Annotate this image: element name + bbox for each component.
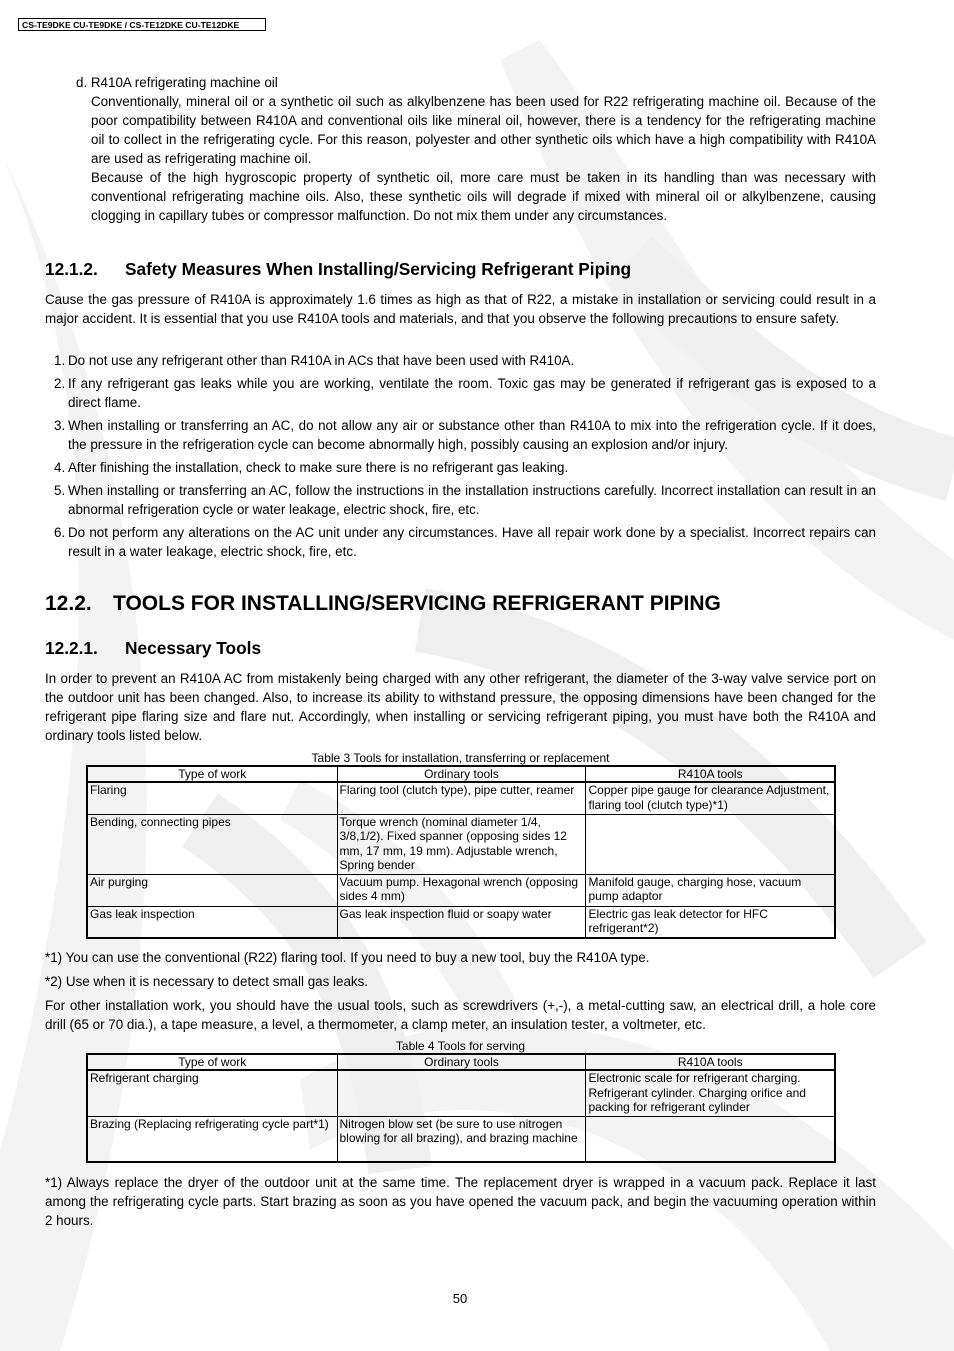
table-cell: Bending, connecting pipes [87, 814, 337, 874]
list-item-text: Do not use any refrigerant other than R410A in ACs that have been used with R410A. [68, 353, 575, 368]
column-header-r410a-tools: R410A tools [586, 766, 835, 782]
oil-section [76, 73, 876, 225]
list-item-number: 4. [54, 460, 66, 475]
document-header-model-label: CS-TE9DKE CU-TE9DKE / CS-TE12DKE CU-TE12DKE [18, 18, 266, 31]
necessary-tools-title: Necessary Tools [125, 638, 262, 658]
table-row [87, 906, 835, 938]
table-cell: Copper pipe gauge for clearance Adjustment, flaring tool (clutch type)*1) [586, 782, 835, 814]
necessary-tools-intro: In order to prevent an R410A AC from mistakenly being charged with any other refrigerant, the diameter of the 3-way valve service port on the outdoor unit has been changed. Also, to increase its ability to withstand pressure, the opposing dimensions have been changed for the refrigerant pipe flaring size and flare nut. Accordingly, when installing or servicing refrigerant piping, you must have both the R410A and ordinary tools listed below. [45, 671, 876, 743]
list-item [45, 481, 876, 519]
column-header-type-of-work: Type of work [87, 1054, 337, 1070]
page-number: 50 [452, 1291, 468, 1306]
table-cell: Brazing (Replacing refrigerating cycle part*1) [87, 1116, 337, 1162]
list-item [45, 458, 876, 477]
table-cell: Flaring tool (clutch type), pipe cutter, reamer [337, 782, 586, 814]
safety-heading-number: 12.1.2. [45, 259, 98, 279]
safety-precautions-list [45, 351, 876, 565]
table-header-row [87, 1054, 835, 1070]
column-header-r410a-tools: R410A tools [586, 1054, 835, 1070]
table-3-footnote-1: *1) You can use the conventional (R22) flaring tool. If you need to buy a new tool, buy the R410A type. [45, 950, 650, 965]
safety-heading-title: Safety Measures When Installing/Servicing Refrigerant Piping [125, 259, 632, 279]
safety-intro: Cause the gas pressure of R410A is approximately 1.6 times as high as that of R22, a mistake in installation or servicing could result in a major accident. It is essential that you use R410A tools and materials, and that you observe the following precautions to ensure safety. [45, 292, 876, 326]
table-cell: Vacuum pump. Hexagonal wrench (opposing sides 4 mm) [337, 874, 586, 906]
table-cell: Electronic scale for refrigerant charging. Refrigerant cylinder. Charging orifice and packing for refrigerant cylinder [586, 1070, 835, 1116]
table-cell: Air purging [87, 874, 337, 906]
list-item-text: Do not perform any alterations on the AC unit under any circumstances. Have all repair work done by a specialist. Incorrect repairs can result in a water leakage, electric shock, fire, etc. [68, 525, 876, 559]
table-cell: Electric gas leak detector for HFC refrigerant*2) [586, 906, 835, 938]
tools-section-number: 12.2. [45, 592, 92, 615]
list-item-text: When installing or transferring an AC, follow the instructions in the installation instructions carefully. Incorrect installation can result in an abnormal refrigeration cycle or water leakage, electric shock, fire, etc. [68, 483, 876, 517]
other-tools-paragraph: For other installation work, you should have the usual tools, such as screwdrivers (+,-), a metal-cutting saw, an electrical drill, a hole core drill (65 or 70 dia.), a tape measure, a level, a thermometer, a clamp meter, an insulation tester, a voltmeter, etc. [45, 998, 876, 1032]
table-row [87, 814, 835, 874]
table-cell: Torque wrench (nominal diameter 1/4, 3/8,1/2). Fixed spanner (opposing sides 12 mm, 17 mm, 19 mm). Adjustable wrench, Spring bender [337, 814, 586, 874]
table-4-caption: Table 4 Tools for serving [395, 1039, 526, 1053]
safety-heading [45, 259, 631, 280]
necessary-tools-number: 12.2.1. [45, 638, 98, 658]
table-row [87, 1116, 835, 1162]
table-row [87, 782, 835, 814]
list-item [45, 416, 876, 454]
list-item-number: 5. [54, 483, 66, 498]
list-item [45, 374, 876, 412]
table-cell: Manifold gauge, charging hose, vacuum pump adaptor [586, 874, 835, 906]
tools-section-heading [45, 592, 721, 616]
list-item [45, 523, 876, 561]
table-cell [586, 1116, 835, 1162]
list-item-number: 1. [54, 353, 66, 368]
oil-section-body [76, 92, 876, 225]
column-header-ordinary-tools: Ordinary tools [337, 1054, 586, 1070]
table-3-footnote-2: *2) Use when it is necessary to detect small gas leaks. [45, 974, 369, 989]
table-3-caption: Table 3 Tools for installation, transferring or replacement [311, 751, 610, 765]
oil-paragraph-1: Conventionally, mineral oil or a synthetic oil such as alkylbenzene has been used for R22 refrigerating machine oil. Because of the poor compatibility between R410A and conventional oils like mineral oil, however, there is a tendency for the refrigerating machine oil to collect in the refrigerating cycle. For this reason, polyester and other synthetic oils which have a high compatibility with R410A are used as refrigerating machine oil. [91, 94, 876, 166]
table-cell: Flaring [87, 782, 337, 814]
list-item-number: 6. [54, 525, 66, 540]
column-header-type-of-work: Type of work [87, 766, 337, 782]
list-item-number: 3. [54, 418, 66, 433]
list-item [45, 351, 876, 370]
table-header-row [87, 766, 835, 782]
table-cell: Gas leak inspection fluid or soapy water [337, 906, 586, 938]
column-header-ordinary-tools: Ordinary tools [337, 766, 586, 782]
table-row [87, 1070, 835, 1116]
list-item-number: 2. [54, 376, 66, 391]
table-cell: Nitrogen blow set (be sure to use nitrogen blowing for all brazing), and brazing machine [337, 1116, 586, 1162]
necessary-tools-heading [45, 638, 261, 659]
table-cell: Refrigerant charging [87, 1070, 337, 1116]
table-cell: Gas leak inspection [87, 906, 337, 938]
tools-section-title: TOOLS FOR INSTALLING/SERVICING REFRIGERANT PIPING [113, 592, 721, 615]
table-row [87, 874, 835, 906]
list-item-text: When installing or transferring an AC, do not allow any air or substance other than R410A to mix into the refrigeration cycle. If it does, the pressure in the refrigeration cycle can become abnormally high, possibly causing an explosion and/or injury. [68, 418, 876, 452]
list-item-text: If any refrigerant gas leaks while you are working, ventilate the room. Toxic gas may be generated if refrigerant gas is exposed to a direct flame. [68, 376, 876, 410]
table-3-installation-tools [86, 765, 836, 939]
oil-paragraph-2: Because of the high hygroscopic property of synthetic oil, more care must be taken in its handling than was necessary with conventional refrigerating machine oils. Also, these synthetic oils will degrade if mixed with mineral oil or alkylbenzene, causing clogging in capillary tubes or compressor malfunction. Do not mix them under any circumstances. [91, 170, 876, 223]
table-4-footnote-1: *1) Always replace the dryer of the outdoor unit at the same time. The replacement dryer is wrapped in a vacuum pack. Replace it last among the refrigerating cycle parts. Start brazing as soon as you have opened the vacuum pack, and begin the vacuuming operation within 2 hours. [45, 1175, 876, 1228]
table-4-servicing-tools [86, 1053, 836, 1163]
oil-section-title: d. R410A refrigerating machine oil [76, 75, 278, 90]
table-cell [586, 814, 835, 874]
table-cell [337, 1070, 586, 1116]
list-item-text: After finishing the installation, check to make sure there is no refrigerant gas leaking. [68, 460, 569, 475]
